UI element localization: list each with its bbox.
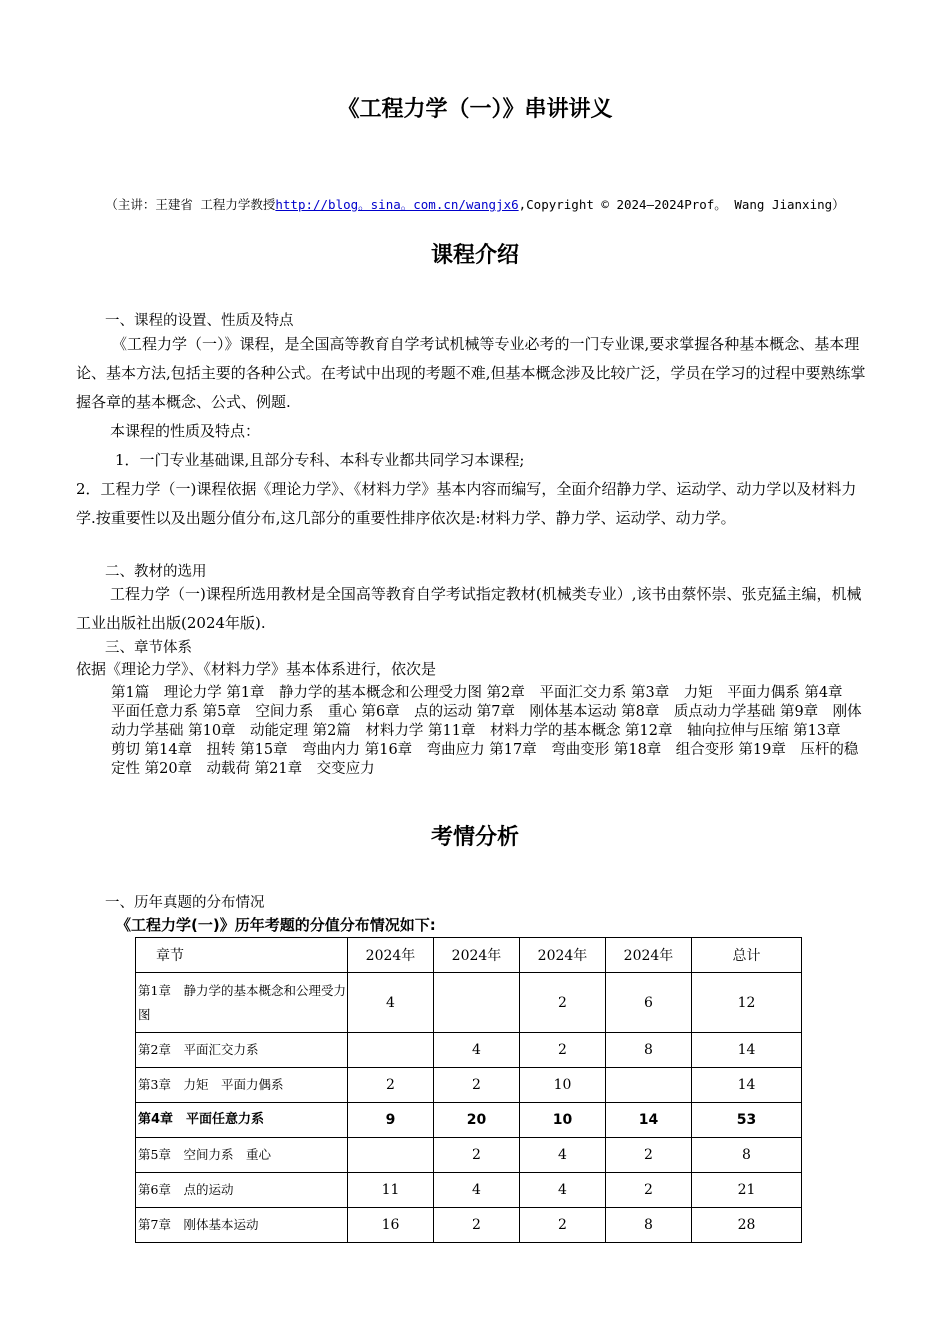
row-cell: 14 bbox=[606, 1103, 692, 1138]
row-cell: 16 bbox=[348, 1208, 434, 1243]
section-heading-1: 一、课程的设置、性质及特点 bbox=[105, 313, 294, 329]
credit-line bbox=[0, 195, 950, 213]
row-chapter: 第3章 力矩 平面力偶系 bbox=[136, 1068, 348, 1103]
row-cell: 2 bbox=[434, 1208, 520, 1243]
table-row bbox=[136, 1138, 802, 1173]
row-cell: 2 bbox=[348, 1068, 434, 1103]
table-caption: 《工程力学(一)》历年考题的分值分布情况如下: bbox=[116, 916, 436, 934]
table-row bbox=[136, 1033, 802, 1068]
row-cell bbox=[606, 1068, 692, 1103]
table-row-highlight bbox=[136, 1103, 802, 1138]
paragraph-textbook: 工程力学（一)课程所选用教材是全国高等教育自学考试指定教材(机械类专业）,该书由蔡怀崇、张克猛主编，机械工业出版社出版(2024年版). bbox=[76, 585, 862, 632]
row-total: 21 bbox=[692, 1173, 802, 1208]
section-heading-analysis-1: 一、历年真题的分布情况 bbox=[105, 895, 265, 911]
row-total: 12 bbox=[692, 973, 802, 1033]
table-row bbox=[136, 1208, 802, 1243]
score-distribution-table bbox=[135, 937, 802, 1243]
row-total: 53 bbox=[692, 1103, 802, 1138]
table-row bbox=[136, 973, 802, 1033]
row-cell bbox=[348, 1033, 434, 1068]
row-chapter: 第1章 静力学的基本概念和公理受力图 bbox=[136, 973, 348, 1033]
paragraph-feature-1: 1．一门专业基础课,且部分专科、本科专业都共同学习本课程; bbox=[115, 451, 525, 469]
page-title: 《工程力学（一）》串讲讲义 bbox=[337, 97, 613, 122]
row-cell: 2 bbox=[434, 1138, 520, 1173]
row-chapter: 第5章 空间力系 重心 bbox=[136, 1138, 348, 1173]
row-total: 8 bbox=[692, 1138, 802, 1173]
paragraph-feature-2: 2．工程力学（一)课程依据《理论力学》、《材料力学》基本内容而编写，全面介绍静力学、运动学、动力学以及材料力学.按重要性以及出题分值分布,这几部分的重要性排序依次是:材料力学、静力学、运动学、动力学。 bbox=[76, 480, 857, 527]
row-cell: 20 bbox=[434, 1103, 520, 1138]
row-cell: 8 bbox=[606, 1208, 692, 1243]
row-chapter: 第4章 平面任意力系 bbox=[136, 1103, 348, 1138]
chapter-list: 第1篇 理论力学 第1章 静力学的基本概念和公理受力图 第2章 平面汇交力系 第3章 力矩 平面力偶系 第4章 平面任意力系 第5章 空间力系 重心 第6章 点的运动 第7章 刚体基本运动 第8章 质点动力学基础 第9章 刚体动力学基础 第10章 动能定理 第2篇 材料力学 第11章 材料力学的基本概念 第12章 轴向拉伸与压缩 第13章 剪切 第14章 扭转 第15章 弯曲内力 第16章 弯曲应力 第17章 弯曲变形 第18章 组合变形 第19章 压杆的稳定性 第20章 动载荷 第21章 交变应力 bbox=[111, 685, 862, 777]
row-cell: 4 bbox=[348, 973, 434, 1033]
header-year-1: 2024年 bbox=[348, 938, 434, 973]
row-total: 14 bbox=[692, 1033, 802, 1068]
paragraph-structure: 依据《理论力学》、《材料力学》基本体系进行，依次是 bbox=[76, 660, 437, 678]
section-heading-3: 三、章节体系 bbox=[105, 640, 192, 656]
row-cell: 4 bbox=[434, 1173, 520, 1208]
row-cell: 11 bbox=[348, 1173, 434, 1208]
header-year-2: 2024年 bbox=[434, 938, 520, 973]
credit-suffix: ,Copyright © 2024—2024Prof。 Wang Jianxing） bbox=[518, 197, 845, 212]
row-chapter: 第6章 点的运动 bbox=[136, 1173, 348, 1208]
table-row bbox=[136, 1068, 802, 1103]
row-cell: 2 bbox=[606, 1138, 692, 1173]
row-cell: 4 bbox=[520, 1173, 606, 1208]
row-total: 14 bbox=[692, 1068, 802, 1103]
row-cell: 6 bbox=[606, 973, 692, 1033]
row-total: 28 bbox=[692, 1208, 802, 1243]
row-cell bbox=[434, 973, 520, 1033]
row-cell: 10 bbox=[520, 1068, 606, 1103]
paragraph-features-label: 本课程的性质及特点： bbox=[110, 422, 261, 440]
header-chapter: 章节 bbox=[136, 938, 348, 973]
row-cell: 8 bbox=[606, 1033, 692, 1068]
row-cell: 4 bbox=[520, 1138, 606, 1173]
row-cell: 2 bbox=[520, 1033, 606, 1068]
paragraph-course-intro: 《工程力学（一）》课程，是全国高等教育自学考试机械等专业必考的一门专业课,要求掌握各种基本概念、基本理论、基本方法,包括主要的各种公式。在考试中出现的考题不难,但基本概念涉及比较广泛，学员在学习的过程中要熟练掌握各章的基本概念、公式、例题. bbox=[76, 335, 866, 411]
credit-prefix: （主讲：王建省 工程力学教授 bbox=[105, 197, 276, 212]
intro-heading: 课程介绍 bbox=[430, 243, 519, 268]
section-heading-2: 二、教材的选用 bbox=[105, 564, 207, 580]
row-cell: 2 bbox=[434, 1068, 520, 1103]
header-total: 总计 bbox=[692, 938, 802, 973]
row-cell: 2 bbox=[520, 1208, 606, 1243]
row-cell bbox=[348, 1138, 434, 1173]
row-chapter: 第2章 平面汇交力系 bbox=[136, 1033, 348, 1068]
analysis-heading: 考情分析 bbox=[430, 825, 519, 850]
row-cell: 4 bbox=[434, 1033, 520, 1068]
table-row bbox=[136, 1173, 802, 1208]
row-chapter: 第7章 刚体基本运动 bbox=[136, 1208, 348, 1243]
row-cell: 2 bbox=[520, 973, 606, 1033]
row-cell: 2 bbox=[606, 1173, 692, 1208]
row-cell: 10 bbox=[520, 1103, 606, 1138]
header-year-3: 2024年 bbox=[520, 938, 606, 973]
table-header-row bbox=[136, 938, 802, 973]
header-year-4: 2024年 bbox=[606, 938, 692, 973]
row-cell: 9 bbox=[348, 1103, 434, 1138]
blog-link[interactable]: http://blog。sina。com.cn/wangjx6 bbox=[275, 197, 519, 212]
